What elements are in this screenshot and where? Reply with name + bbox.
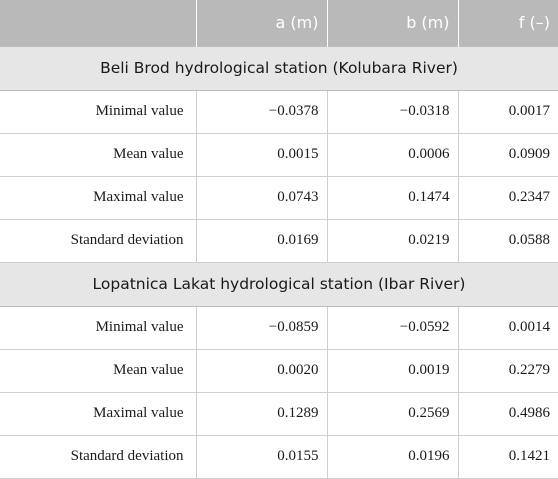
cell-b: −0.0592 [327, 306, 458, 349]
cell-b: 0.0196 [327, 435, 458, 478]
cell-a: 0.0169 [196, 219, 327, 262]
cell-b: 0.1474 [327, 176, 458, 219]
table-row [0, 306, 558, 349]
cell-f: 0.0014 [458, 306, 558, 349]
table-row [0, 219, 558, 262]
cell-b: 0.0019 [327, 349, 458, 392]
cell-a: −0.0378 [196, 90, 327, 133]
section-title: Lopatnica Lakat hydrological station (Ibar River) [0, 262, 558, 306]
cell-f: 0.0909 [458, 133, 558, 176]
header-f: f (–) [458, 0, 558, 46]
header-b: b (m) [327, 0, 458, 46]
row-label: Mean value [0, 133, 196, 176]
row-label: Minimal value [0, 90, 196, 133]
header-empty-cell [0, 0, 196, 46]
table-row [0, 176, 558, 219]
section-title: Beli Brod hydrological station (Kolubara River) [0, 46, 558, 90]
table-row [0, 435, 558, 478]
header-a: a (m) [196, 0, 327, 46]
cell-f: 0.2279 [458, 349, 558, 392]
row-label: Maximal value [0, 392, 196, 435]
row-label: Maximal value [0, 176, 196, 219]
cell-b: 0.0006 [327, 133, 458, 176]
row-label: Standard deviation [0, 435, 196, 478]
section-row [0, 262, 558, 306]
table-row [0, 392, 558, 435]
cell-b: −0.0318 [327, 90, 458, 133]
cell-a: 0.0020 [196, 349, 327, 392]
cell-a: 0.0015 [196, 133, 327, 176]
cell-a: 0.0743 [196, 176, 327, 219]
table-row [0, 133, 558, 176]
cell-f: 0.0017 [458, 90, 558, 133]
row-label: Mean value [0, 349, 196, 392]
table-row [0, 90, 558, 133]
table-row [0, 349, 558, 392]
header-row [0, 0, 558, 46]
cell-a: 0.1289 [196, 392, 327, 435]
cell-f: 0.0588 [458, 219, 558, 262]
cell-f: 0.4986 [458, 392, 558, 435]
cell-f: 0.1421 [458, 435, 558, 478]
section-row [0, 46, 558, 90]
cell-a: −0.0859 [196, 306, 327, 349]
cell-b: 0.0219 [327, 219, 458, 262]
cell-a: 0.0155 [196, 435, 327, 478]
row-label: Standard deviation [0, 219, 196, 262]
cell-f: 0.2347 [458, 176, 558, 219]
cell-b: 0.2569 [327, 392, 458, 435]
row-label: Minimal value [0, 306, 196, 349]
